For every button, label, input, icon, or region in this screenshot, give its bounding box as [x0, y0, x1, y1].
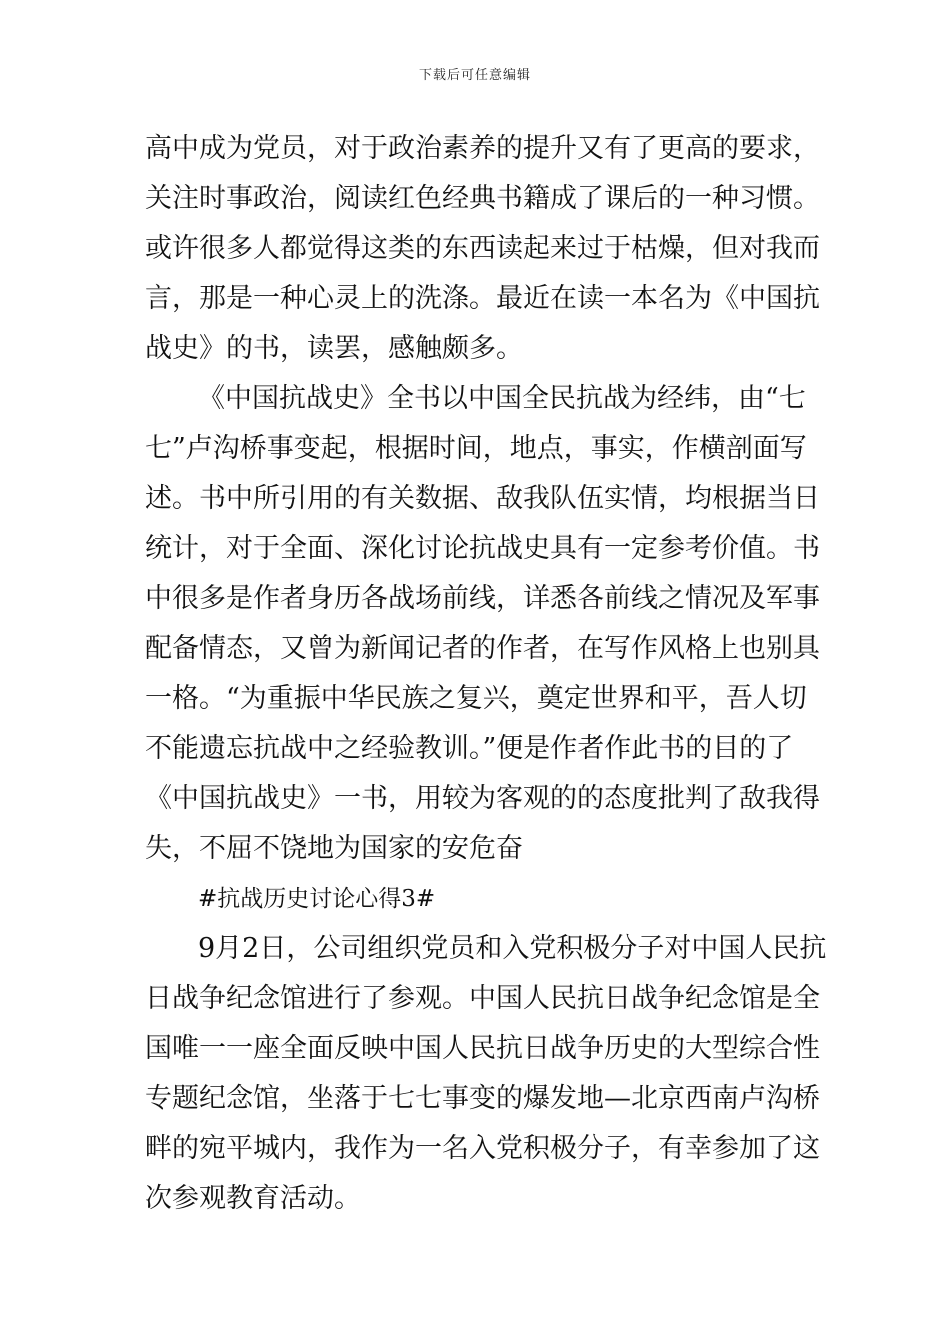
- text-line: 9月2日，公司组织党员和入党积极分子对中国人民抗: [198, 933, 827, 964]
- text-line: 一格。“为重振中华民族之复兴，奠定世界和平，吾人切: [145, 683, 807, 714]
- text-line: 言，那是一种心灵上的洗涤。最近在读一本名为《中国抗: [145, 283, 820, 314]
- text-line: 畔的宛平城内，我作为一名入党积极分子，有幸参加了这: [145, 1133, 820, 1164]
- text-line: 次参观教育活动。: [145, 1183, 361, 1214]
- text-line: 高中成为党员，对于政治素养的提升又有了更高的要求，: [145, 133, 820, 164]
- text-line: 战史》的书，读罢，感触颇多。: [145, 333, 523, 364]
- text-line: 统计，对于全面、深化讨论抗战史具有一定参考价值。书: [145, 533, 820, 564]
- text-line: 国唯一一座全面反映中国人民抗日战争历史的大型综合性: [145, 1033, 820, 1064]
- text-line: 七”卢沟桥事变起，根据时间，地点，事实，作横剖面写: [145, 433, 807, 464]
- text-line: 《中国抗战史》全书以中国全民抗战为经纬，由“七: [198, 383, 806, 414]
- section-heading: #抗战历史讨论心得3#: [198, 886, 436, 912]
- page-header: 下载后可任意编辑: [418, 68, 531, 83]
- text-line: 配备情态，又曾为新闻记者的作者，在写作风格上也别具: [145, 633, 820, 664]
- text-line: 《中国抗战史》一书，用较为客观的的态度批判了敌我得: [145, 783, 820, 814]
- text-line: 中很多是作者身历各战场前线，详悉各前线之情况及军事: [145, 583, 820, 614]
- text-line: 不能遗忘抗战中之经验教训。”便是作者作此书的目的了: [145, 733, 794, 764]
- text-line: 或许很多人都觉得这类的东西读起来过于枯燥，但对我而: [145, 233, 820, 264]
- text-line: 日战争纪念馆进行了参观。中国人民抗日战争纪念馆是全: [145, 983, 820, 1014]
- text-line: 关注时事政治，阅读红色经典书籍成了课后的一种习惯。: [145, 183, 820, 214]
- text-line: 失，不屈不饶地为国家的安危奋: [145, 833, 523, 864]
- text-line: 专题纪念馆，坐落于七七事变的爆发地—北京西南卢沟桥: [145, 1083, 820, 1114]
- text-line: 述。书中所引用的有关数据、敌我队伍实情，均根据当日: [145, 483, 820, 514]
